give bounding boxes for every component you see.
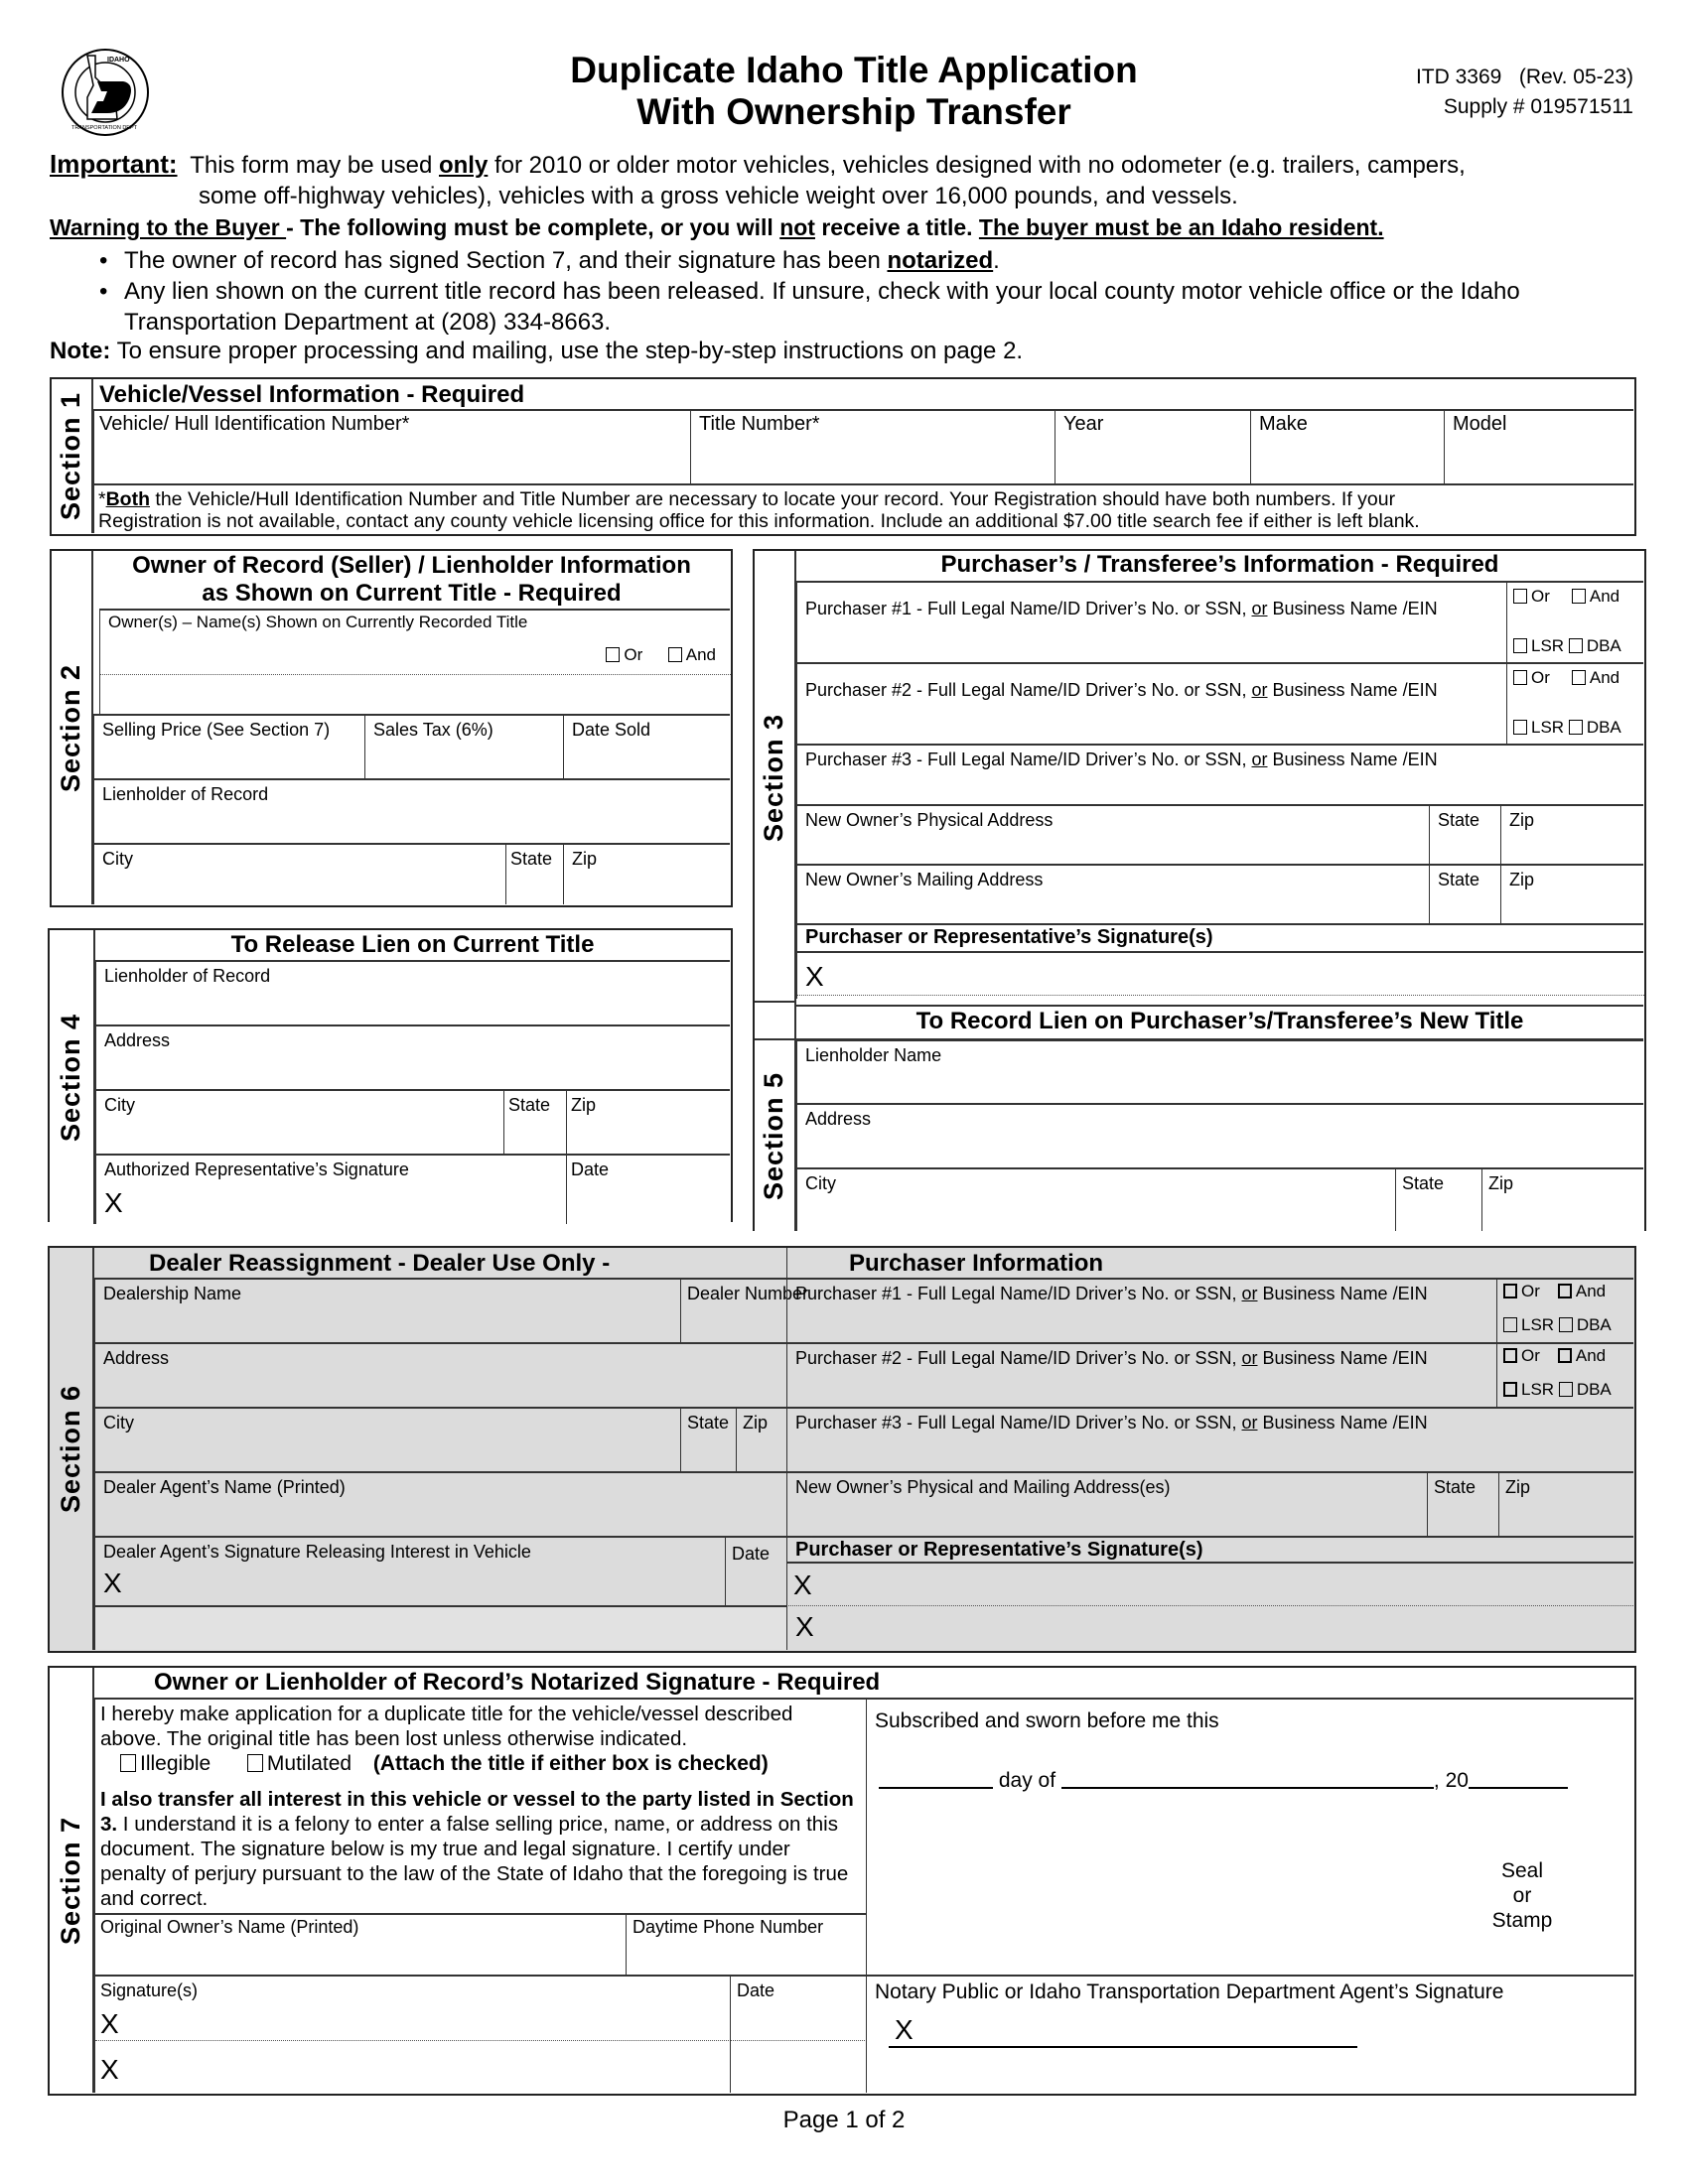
- original-owner-name-field[interactable]: Original Owner’s Name (Printed): [94, 1913, 626, 1975]
- date-sold-field[interactable]: Date Sold: [563, 714, 730, 778]
- p1-and-checkbox[interactable]: [1572, 589, 1586, 604]
- owner-or-and-checkboxes: Or And: [606, 645, 716, 665]
- bullet-notarized: • The owner of record has signed Section 7, and their signature has been notarized.: [99, 247, 1000, 274]
- p2-and-checkbox[interactable]: [1572, 670, 1586, 685]
- section-7: [48, 1666, 1636, 2096]
- dealership-name-field[interactable]: Dealership Name: [94, 1278, 680, 1342]
- section-5-label: Section 5: [755, 1038, 796, 1231]
- form-number: ITD 3369 (Rev. 05-23): [1415, 66, 1633, 88]
- section-2-title: Owner of Record (Seller) / Lienholder Information as Shown on Current Title - Required: [132, 552, 691, 607]
- p1-dba-checkbox[interactable]: [1569, 638, 1583, 653]
- section-1-title: Vehicle/Vessel Information - Required: [99, 381, 525, 408]
- auth-signature-field[interactable]: Authorized Representative’s Signature X: [95, 1154, 566, 1224]
- section-2-label: Section 2: [52, 551, 93, 904]
- form-title-line2: With Ownership Transfer: [636, 91, 1071, 132]
- notary-signature-field[interactable]: Notary Public or Idaho Transportation Department Agent’s Signature X: [866, 1975, 1633, 2093]
- bullet-lien-released: • Any lien shown on the current title record has been released. If unsure, check with your local county motor vehicle office or the Idaho Transportation Department at (208) 334-8663.: [99, 278, 1520, 336]
- itd-logo: [58, 48, 153, 137]
- section-1-label: Section 1: [52, 379, 93, 533]
- city-field[interactable]: City: [93, 843, 505, 904]
- s6-p1-or-checkbox[interactable]: [1503, 1284, 1517, 1298]
- s6-purchaser-1-field[interactable]: Purchaser #1 - Full Legal Name/ID Driver’s No. or SSN, or Business Name /EIN: [786, 1278, 1496, 1342]
- section-7-label: Section 7: [50, 1668, 94, 2093]
- section-1: [50, 377, 1636, 536]
- mailing-zip-field[interactable]: Zip: [1500, 864, 1643, 923]
- vin-field[interactable]: Vehicle/ Hull Identification Number*: [93, 409, 690, 483]
- dealer-agent-signature-field[interactable]: Dealer Agent’s Signature Releasing Interest in Vehicle X: [94, 1536, 725, 1605]
- daytime-phone-field[interactable]: Daytime Phone Number: [626, 1913, 866, 1975]
- p1-or-checkbox[interactable]: [1513, 589, 1527, 604]
- purchaser-signature-header: Purchaser or Representative’s Signature(s): [796, 923, 1643, 951]
- mailing-address-field[interactable]: New Owner’s Mailing Address: [796, 864, 1429, 923]
- warning-to-buyer: Warning to the Buyer - The following must be complete, or you will not receive a title. The buyer must be an Idaho resident.: [50, 214, 1384, 240]
- release-state-field[interactable]: State: [503, 1089, 566, 1154]
- new-lien-state-field[interactable]: State: [1395, 1167, 1481, 1231]
- s6-signature-field-2[interactable]: X: [786, 1605, 1633, 1650]
- lienholder-of-record-field[interactable]: Lienholder of Record: [93, 778, 730, 843]
- mailing-state-field[interactable]: State: [1429, 864, 1500, 923]
- p2-dba-checkbox[interactable]: [1569, 720, 1583, 735]
- new-lien-zip-field[interactable]: Zip: [1481, 1167, 1643, 1231]
- important-notice: Important: This form may be used only for 2010 or older motor vehicles, vehicles designed with no odometer (e.g. trailers, campers, some off-highway vehicles), vehicles with a gross vehicle weight over 16,000 pounds, and vessels.: [50, 149, 1466, 209]
- purchaser-1-field[interactable]: Purchaser #1 - Full Legal Name/ID Driver’s No. or SSN, or Business Name /EIN: [796, 581, 1506, 662]
- s6-p2-dba-checkbox[interactable]: [1559, 1382, 1573, 1397]
- section-3: [753, 549, 1646, 1002]
- dealer-address-field[interactable]: Address: [94, 1342, 786, 1407]
- year-field[interactable]: Year: [1055, 409, 1250, 483]
- signature-date-field[interactable]: Date: [730, 1975, 866, 2093]
- section-2: [50, 549, 733, 907]
- model-field[interactable]: Model: [1444, 409, 1633, 483]
- notary-date-line[interactable]: day of , 20: [879, 1769, 1568, 1793]
- s6-purchaser-2-options: Or And LSR DBA: [1496, 1342, 1633, 1407]
- seal-or-stamp: Seal or Stamp: [1491, 1859, 1553, 1932]
- title-condition-checkboxes: Illegible Mutilated (Attach the title if either box is checked): [120, 1752, 769, 1776]
- section-3-title: Purchaser’s / Transferee’s Information - Required: [940, 551, 1499, 578]
- section-5: [753, 1001, 1646, 1231]
- supply-number: Supply # 019571511: [1443, 95, 1633, 118]
- s6-p1-lsr-checkbox[interactable]: [1503, 1317, 1517, 1332]
- owner-or-checkbox[interactable]: [606, 647, 620, 662]
- dealer-zip-field[interactable]: Zip: [736, 1407, 786, 1471]
- physical-address-field[interactable]: New Owner’s Physical Address: [796, 804, 1429, 864]
- s6-state-field[interactable]: State: [1427, 1471, 1498, 1536]
- s6-signature-header: Purchaser or Representative’s Signature(s): [786, 1536, 1633, 1562]
- physical-zip-field[interactable]: Zip: [1500, 804, 1643, 864]
- s6-signature-field-1[interactable]: X: [786, 1562, 1633, 1605]
- s6-p2-lsr-checkbox[interactable]: [1503, 1382, 1517, 1397]
- section-4-label: Section 4: [50, 930, 95, 1224]
- make-field[interactable]: Make: [1250, 409, 1444, 483]
- dealer-reassignment-title: Dealer Reassignment - Dealer Use Only -: [149, 1250, 611, 1277]
- svg-text:TRANSPORTATION DEPT: TRANSPORTATION DEPT: [71, 125, 138, 131]
- s6-zip-field[interactable]: Zip: [1498, 1471, 1633, 1536]
- s6-purchaser-1-options: Or And LSR DBA: [1496, 1278, 1633, 1342]
- p1-lsr-checkbox[interactable]: [1513, 638, 1527, 653]
- physical-state-field[interactable]: State: [1429, 804, 1500, 864]
- section-6: [48, 1246, 1636, 1653]
- section-5-title: To Record Lien on Purchaser’s/Transferee’s New Title: [796, 1005, 1643, 1036]
- purchaser-3-field[interactable]: Purchaser #3 - Full Legal Name/ID Driver’s No. or SSN, or Business Name /EIN: [796, 744, 1643, 804]
- owner-signature-field[interactable]: Signature(s) X X: [94, 1975, 730, 2093]
- p2-lsr-checkbox[interactable]: [1513, 720, 1527, 735]
- s6-new-owner-address-field[interactable]: New Owner’s Physical and Mailing Address(es): [786, 1471, 1427, 1536]
- s6-p1-dba-checkbox[interactable]: [1559, 1317, 1573, 1332]
- release-city-field[interactable]: City: [95, 1089, 503, 1154]
- selling-price-field[interactable]: Selling Price (See Section 7): [93, 714, 364, 778]
- release-address-field[interactable]: Address: [95, 1024, 730, 1089]
- section-6-label: Section 6: [50, 1248, 94, 1650]
- s6-p2-or-checkbox[interactable]: [1503, 1348, 1517, 1363]
- release-lienholder-field[interactable]: Lienholder of Record: [95, 960, 730, 1024]
- dealer-city-field[interactable]: City: [94, 1407, 680, 1471]
- form-title-line1: Duplicate Idaho Title Application: [570, 50, 1138, 90]
- title-number-field[interactable]: Title Number*: [690, 409, 1055, 483]
- s6-purchaser-3-field[interactable]: Purchaser #3 - Full Legal Name/ID Driver’s No. or SSN, or Business Name /EIN: [786, 1407, 1633, 1471]
- illegible-checkbox[interactable]: [120, 1754, 136, 1772]
- notary-block: Subscribed and sworn before me this day of , 20 Seal or Stamp: [866, 1698, 1633, 1975]
- auth-date-field[interactable]: Date: [566, 1154, 730, 1224]
- owner-and-checkbox[interactable]: [668, 647, 682, 662]
- dealer-date-field[interactable]: Date: [725, 1536, 786, 1605]
- page-number: Page 1 of 2: [782, 2107, 906, 2133]
- zip-field[interactable]: Zip: [563, 843, 730, 904]
- mutilated-checkbox[interactable]: [247, 1754, 263, 1772]
- new-lien-city-field[interactable]: City: [796, 1167, 1395, 1231]
- section-7-title: Owner or Lienholder of Record’s Notarized Signature - Required: [154, 1669, 881, 1696]
- new-lien-address-field[interactable]: Address: [796, 1103, 1643, 1167]
- dealer-agent-name-field[interactable]: Dealer Agent’s Name (Printed): [94, 1471, 786, 1536]
- section-4: [48, 928, 733, 1222]
- warning-bullets: [99, 245, 1648, 338]
- itd-seal-icon: [58, 48, 153, 137]
- p2-or-checkbox[interactable]: [1513, 670, 1527, 685]
- state-field[interactable]: State: [505, 843, 563, 904]
- section-3-label: Section 3: [755, 551, 796, 1004]
- purchaser-2-field[interactable]: Purchaser #2 - Full Legal Name/ID Driver’s No. or SSN, or Business Name /EIN: [796, 662, 1506, 744]
- svg-text:IDAHO: IDAHO: [107, 57, 130, 64]
- purchaser-2-options: Or And LSR DBA: [1506, 662, 1643, 744]
- owner-divider: [100, 674, 731, 675]
- s6-p1-and-checkbox[interactable]: [1558, 1284, 1572, 1298]
- s6-purchaser-2-field[interactable]: Purchaser #2 - Full Legal Name/ID Driver’s No. or SSN, or Business Name /EIN: [786, 1342, 1496, 1407]
- dealer-state-field[interactable]: State: [680, 1407, 736, 1471]
- new-lienholder-name-field[interactable]: Lienholder Name: [796, 1038, 1643, 1103]
- sales-tax-field[interactable]: Sales Tax (6%): [364, 714, 563, 778]
- purchaser-information-title: Purchaser Information: [849, 1250, 1104, 1277]
- release-zip-field[interactable]: Zip: [566, 1089, 730, 1154]
- owner-statement: I hereby make application for a duplicate title for the vehicle/vessel described above. The original title has been lost unless otherwise indicated. Illegible Mutilated (Attach the title if either box is checked) I also transfer all interest in this vehicle or vessel to the party listed in Section 3. I understand it is a felony to enter a false selling price, name, or address on this document. The signature below is my true and legal signature. I certify under penalty of perjury pursuant to the law of the State of Idaho that the foregoing is true and correct.: [94, 1698, 866, 1913]
- dealer-number-field[interactable]: Dealer Number: [680, 1278, 786, 1342]
- purchaser-1-options: Or And LSR DBA: [1506, 581, 1643, 662]
- dealer-blank-row: [94, 1605, 786, 1650]
- owners-field[interactable]: Owner(s) – Name(s) Shown on Currently Recorded Title Or And: [99, 609, 730, 714]
- section-1-note: *Both the Vehicle/Hull Identification Number and Title Number are necessary to locate your record. Your Registration should have both numbers. If your Registration is not available, contact any county vehicle licensing office for this information. Include an additional $7.00 title search fee if either is left blank.: [93, 483, 1633, 533]
- note: Note: To ensure proper processing and mailing, use the step-by-step instructions on page 2.: [50, 338, 1024, 364]
- purchaser-signature-field[interactable]: X: [796, 951, 1643, 999]
- section-4-title: To Release Lien on Current Title: [230, 931, 595, 958]
- s6-p2-and-checkbox[interactable]: [1558, 1348, 1572, 1363]
